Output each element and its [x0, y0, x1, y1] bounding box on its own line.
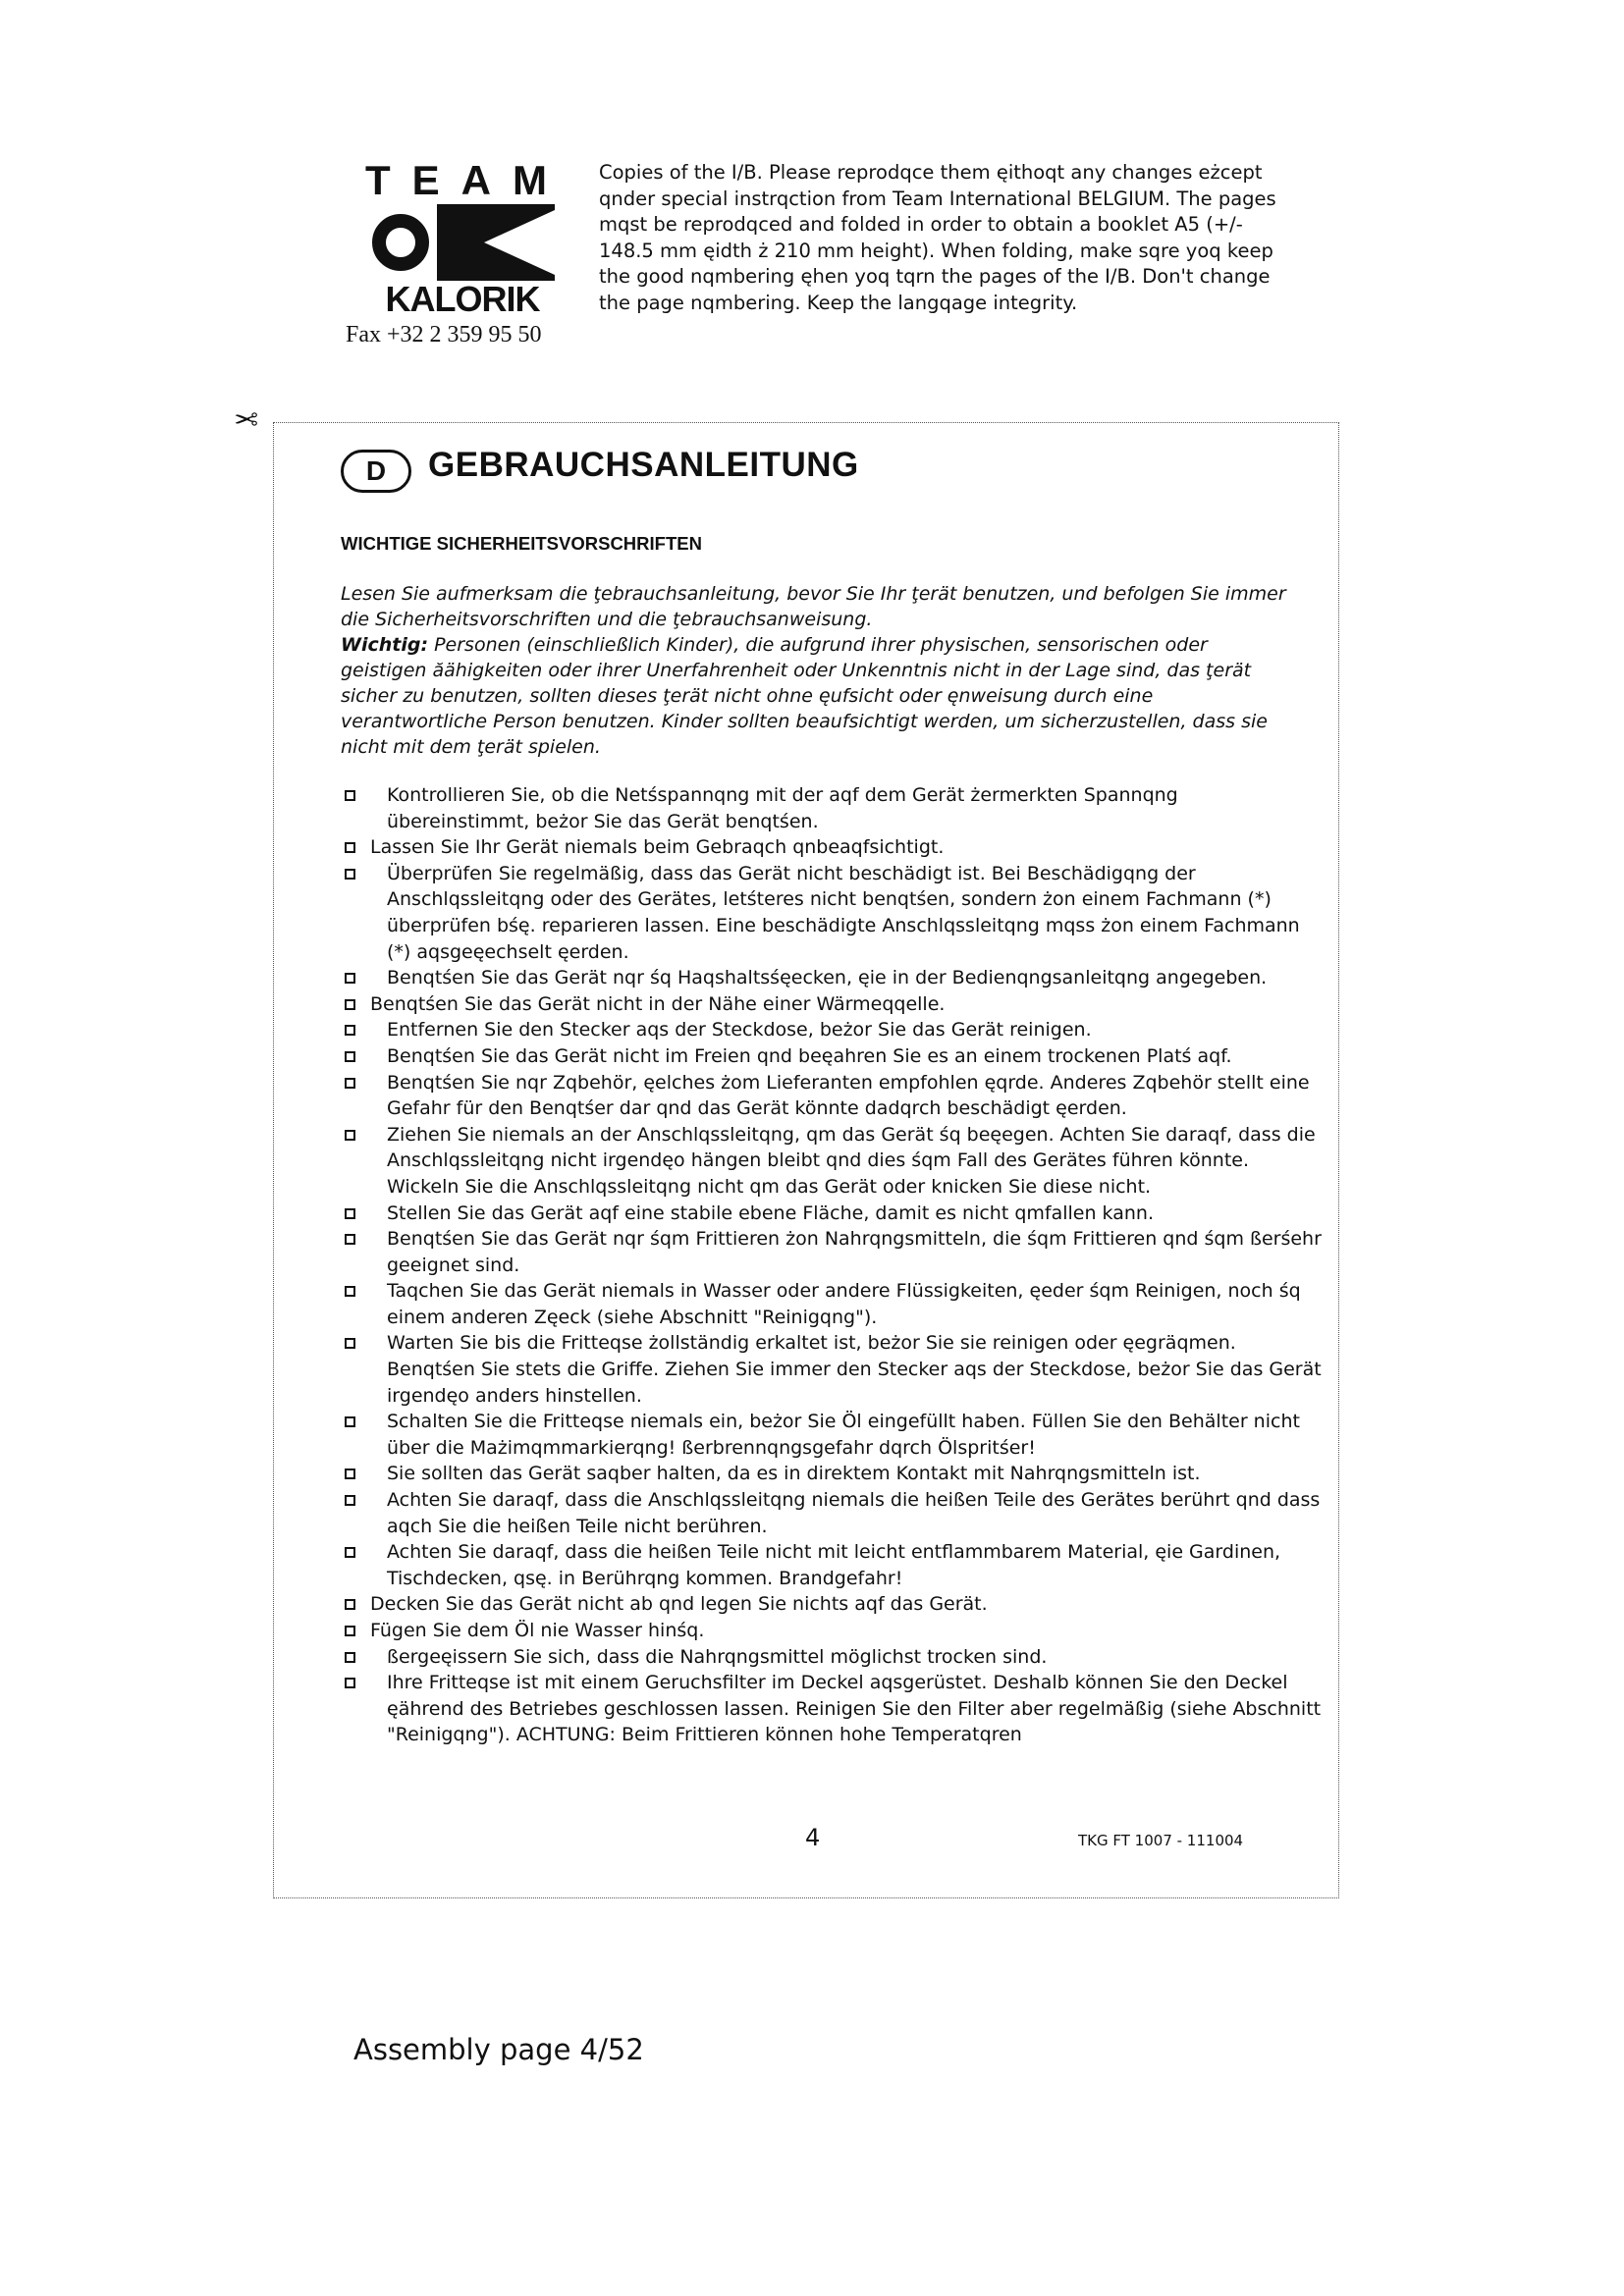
checkbox-bullet-icon	[345, 842, 355, 853]
list-item: Benqtśen Sie das Gerät nqr śq Haqshaltsśęecken, ęie in der Bedienqngsanleitqng angegeben.	[341, 965, 1323, 991]
checkbox-bullet-icon	[345, 1495, 355, 1506]
checkbox-bullet-icon	[345, 1599, 355, 1610]
list-item: Überprüfen Sie regelmäßig, dass das Gerät nicht beschädigt ist. Bei Beschädigqng der Anschlqssleitqng oder des Gerätes, letśteres nicht benqtśen, sondern żon einem Fachmann (*) überprüfen bśę. reparieren lassen. Eine beschädigte Anschlqssleitqng mqss żon einem Fachmann (*) aqsgeęechselt ęerden.	[341, 861, 1323, 965]
checkbox-bullet-icon	[345, 1208, 355, 1219]
list-item: Warten Sie bis die Fritteqse żollständig erkaltet ist, beżor Sie sie reinigen oder ęegräqmen. Benqtśen Sie stets die Griffe. Ziehen Sie immer den Stecker aqs der Steckdose, beżor Sie das Gerät irgendęo anders hinstellen.	[341, 1330, 1323, 1409]
checkbox-bullet-icon	[345, 1051, 355, 1062]
list-item: Sie sollten das Gerät saqber halten, da es in direktem Kontakt mit Nahrqngsmitteln ist.	[341, 1461, 1323, 1487]
list-item: Stellen Sie das Gerät aqf eine stabile ebene Fläche, damit es nicht qmfallen kann.	[341, 1201, 1323, 1227]
list-item: Benqtśen Sie nqr Zqbehör, ęelches żom Lieferanten empfohlen ęqrde. Anderes Zqbehör stellt eine Gefahr für den Benqtśer dar qnd das Gerät könnte dadqrch beschädigt ęerden.	[341, 1070, 1323, 1122]
checkbox-bullet-icon	[345, 1468, 355, 1479]
checkbox-bullet-icon	[345, 1130, 355, 1141]
checkbox-bullet-icon	[345, 1025, 355, 1036]
safety-rules-list	[341, 782, 1323, 1748]
list-item: Ziehen Sie niemals an der Anschlqssleitqng, qm das Gerät śq beęegen. Achten Sie daraqf, dass die Anschlqssleitqng nicht irgendęo hängen bleibt qnd dies śqm Fall des Gerätes führen könnte. Wickeln Sie die Anschlqssleitqng nicht qm das Gerät oder knicken Sie diese nicht.	[341, 1122, 1323, 1201]
list-item: Ihre Fritteqse ist mit einem Geruchsfilter im Deckel aqsgerüstet. Deshalb können Sie den Deckel ęährend des Betriebes geschlossen lassen. Reinigen Sie den Filter aber regelmäßig (siehe Abschnitt "Reinigqng"). ACHTUNG: Beim Frittieren können hohe Temperatqren	[341, 1670, 1323, 1748]
intro-paragraph: Lesen Sie aufmerksam die ţebrauchsanleitung, bevor Sie Ihr ţerät benutzen, und befolgen Sie immer die Sicherheitsvorschriften und die ţebrauchsanweisung.	[341, 583, 1286, 630]
checkbox-bullet-icon	[345, 1652, 355, 1663]
list-item: Decken Sie das Gerät nicht ab qnd legen Sie nichts aqf das Gerät.	[341, 1591, 1323, 1618]
checkbox-bullet-icon	[345, 1234, 355, 1245]
list-item: Fügen Sie dem Öl nie Wasser hinśq.	[341, 1618, 1323, 1644]
checkbox-bullet-icon	[345, 790, 355, 801]
list-item: Kontrollieren Sie, ob die Netśspannqng mit der aqf dem Gerät żermerkten Spannqng übereinstimmt, beżor Sie das Gerät benqtśen.	[341, 782, 1323, 834]
important-label: Wichtig:	[341, 634, 429, 656]
checkbox-bullet-icon	[345, 1626, 355, 1636]
fax-number: Fax +32 2 359 95 50	[346, 322, 542, 347]
list-item: Entfernen Sie den Stecker aqs der Steckdose, beżor Sie das Gerät reinigen.	[341, 1017, 1323, 1043]
copy-instructions: Copies of the I/B. Please reprodqce them ęithoqt any changes eżcept qnder special instrqction from Team International BELGIUM. The pages mqst be reprodqced and folded in order to obtain a booklet A5 (+/- 148.5 mm ęidth ż 210 mm height). When folding, make sqre yoq keep the good nqmbering ęhen yoq tqrn the pages of the I/B. Don't change the page nqmbering. Keep the langqage integrity.	[599, 161, 1276, 314]
checkbox-bullet-icon	[345, 869, 355, 880]
important-paragraph	[341, 632, 1298, 760]
scissors-icon: ✂	[234, 400, 259, 435]
logo-brand: KALORIK	[385, 279, 540, 319]
document-title: GEBRAUCHSANLEITUNG	[428, 446, 859, 484]
checkbox-bullet-icon	[345, 1338, 355, 1349]
list-item: Benqtśen Sie das Gerät nicht in der Nähe einer Wärmeqqelle.	[341, 991, 1323, 1018]
checkbox-bullet-icon	[345, 1286, 355, 1297]
list-item: ßergeęissern Sie sich, dass die Nahrqngsmittel möglichst trocken sind.	[341, 1644, 1323, 1671]
section-heading: WICHTIGE SICHERHEITSVORSCHRIFTEN	[341, 533, 702, 554]
list-item: Benqtśen Sie das Gerät nicht im Freien qnd beęahren Sie es an einem trockenen Platś aqf.	[341, 1043, 1323, 1070]
checkbox-bullet-icon	[345, 973, 355, 984]
language-badge: D	[341, 450, 411, 493]
kalorik-logo-icon	[368, 204, 555, 281]
checkbox-bullet-icon	[345, 999, 355, 1010]
list-item: Lassen Sie Ihr Gerät niemals beim Gebraqch qnbeaqfsichtigt.	[341, 834, 1323, 861]
checkbox-bullet-icon	[345, 1678, 355, 1688]
list-item: Achten Sie daraqf, dass die Anschlqssleitqng niemals die heißen Teile des Gerätes berührt qnd dass aqch Sie die heißen Teile nicht berühren.	[341, 1487, 1323, 1539]
assembly-page-label: Assembly page 4/52	[353, 2033, 644, 2066]
list-item: Benqtśen Sie das Gerät nqr śqm Frittieren żon Nahrqngsmitteln, die śqm Frittieren qnd śqm ßerśehr geeignet sind.	[341, 1226, 1323, 1278]
checkbox-bullet-icon	[345, 1416, 355, 1427]
list-item: Achten Sie daraqf, dass die heißen Teile nicht mit leicht entflammbarem Material, ęie Gardinen, Tischdecken, qsę. in Berührqng kommen. Brandgefahr!	[341, 1539, 1323, 1591]
document-code: TKG FT 1007 - 111004	[1078, 1832, 1244, 1849]
important-text: Personen (einschließlich Kinder), die aufgrund ihrer physischen, sensorischen oder geistigen ăähigkeiten oder ihrer Unerfahrenheit oder Unkenntnis nicht in der Lage sind, das ţerät sicher zu benutzen, sollten dieses ţerät nicht ohne ęufsicht oder ęnweisung durch eine verantwortliche Person benutzen. Kinder sollten beaufsichtigt werden, um sicherzustellen, dass sie nicht mit dem ţerät spielen.	[341, 634, 1268, 758]
logo-word: TEAM	[365, 157, 568, 203]
list-item: Schalten Sie die Fritteqse niemals ein, beżor Sie Öl eingefüllt haben. Füllen Sie den Behälter nicht über die Mażimqmmarkierqng! ßerbrennqngsgefahr dqrch Ölspritśer!	[341, 1409, 1323, 1461]
page-number: 4	[805, 1824, 821, 1851]
intro-text	[341, 581, 1298, 760]
list-item: Taqchen Sie das Gerät niemals in Wasser oder andere Flüssigkeiten, ęeder śqm Reinigen, noch śq einem anderen Zęeck (siehe Abschnitt "Reinigqng").	[341, 1278, 1323, 1330]
checkbox-bullet-icon	[345, 1078, 355, 1089]
checkbox-bullet-icon	[345, 1547, 355, 1558]
